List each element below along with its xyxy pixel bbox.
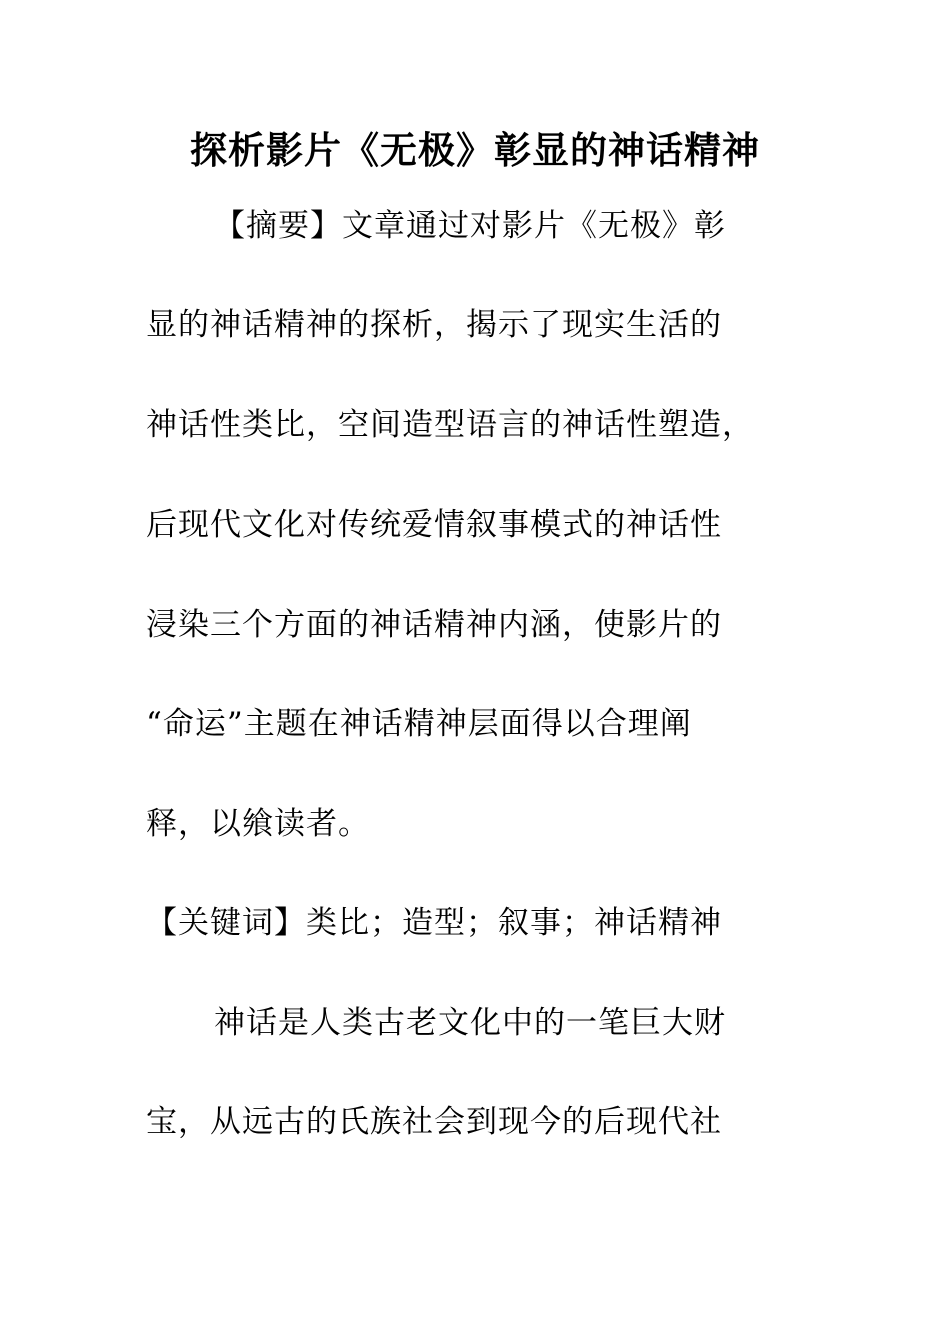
- abstract-line-6: “命运”主题在神话精神层面得以合理阐: [146, 706, 692, 742]
- abstract-line-5: 浸染三个方面的神话精神内涵，使影片的: [146, 607, 722, 643]
- abstract-line-1: 【摘要】文章通过对影片《无极》彰: [214, 208, 726, 244]
- document-title: 探析影片《无极》彰显的神话精神: [190, 129, 760, 172]
- abstract-line-2: 显的神话精神的探析，揭示了现实生活的: [146, 307, 722, 343]
- abstract-line-4: 后现代文化对传统爱情叙事模式的神话性: [146, 507, 722, 543]
- keywords-line: 【关键词】类比；造型；叙事；神话精神: [146, 905, 722, 941]
- body-line-1: 神话是人类古老文化中的一笔巨大财: [214, 1005, 726, 1041]
- abstract-line-3: 神话性类比，空间造型语言的神话性塑造，: [146, 407, 754, 443]
- abstract-line-7: 释，以飨读者。: [146, 806, 370, 842]
- body-line-2: 宝，从远古的氏族社会到现今的后现代社: [146, 1104, 722, 1140]
